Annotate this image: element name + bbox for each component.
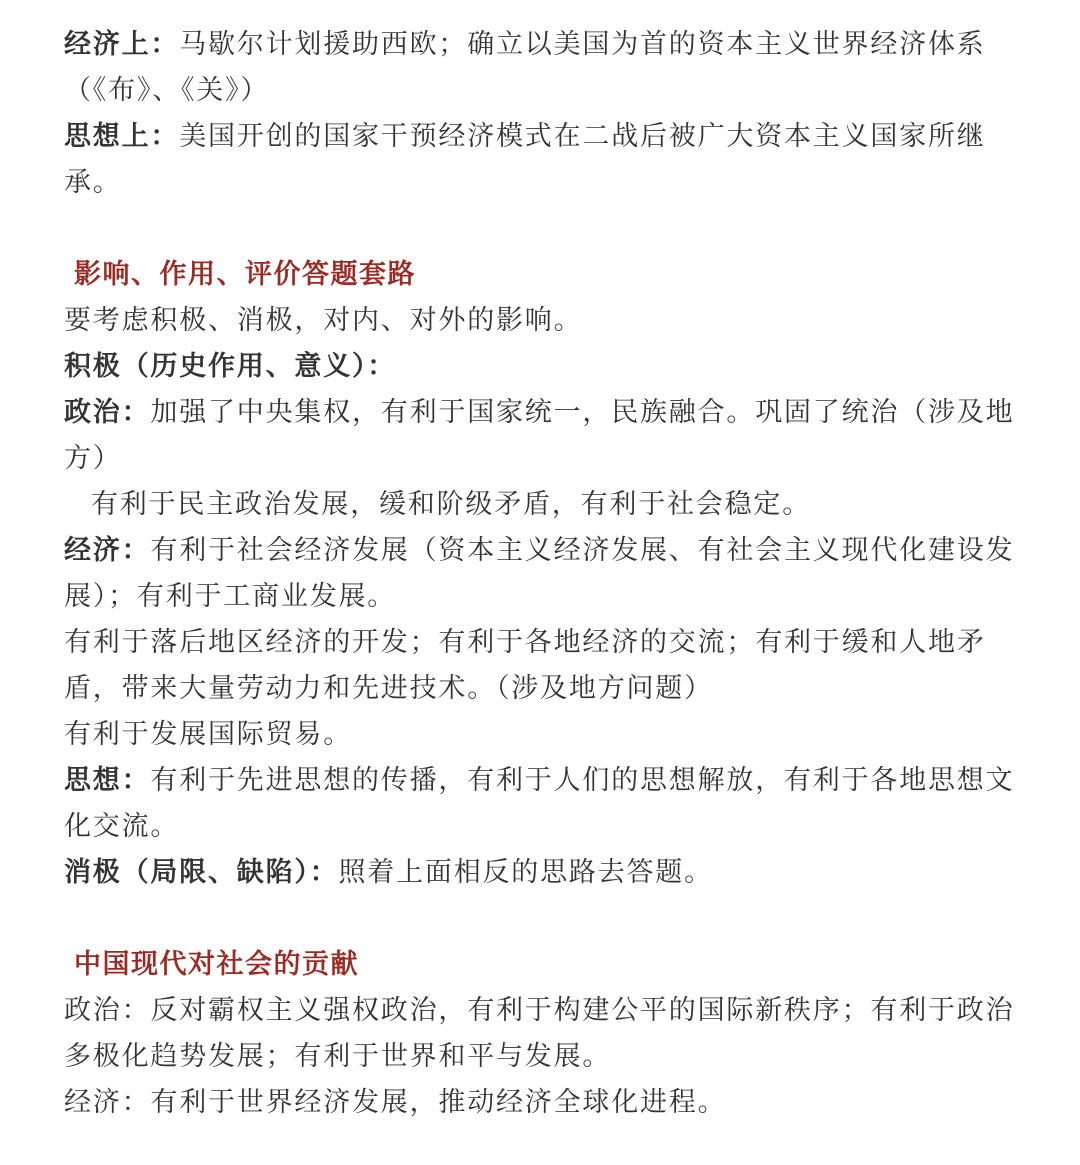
- impact-thought-paragraph: [64, 758, 1024, 850]
- thought-paragraph: [64, 114, 1024, 206]
- economy-text: 有利于社会经济发展（资本主义经济发展、有社会主义现代化建设发展）；有利于工商业发展。: [64, 535, 1015, 612]
- politics-label: 政治：: [64, 397, 151, 428]
- economy-paragraph: [64, 528, 1024, 620]
- politics-paragraph-2: 有利于民主政治发展，缓和阶级矛盾，有利于社会稳定。: [91, 489, 811, 520]
- china-economy-label: 经济：: [64, 1087, 151, 1118]
- impact-thought-label: 思想：: [64, 765, 151, 796]
- china-economy-paragraph: [64, 1080, 1024, 1126]
- section-spacer: [64, 896, 1024, 942]
- politics-text: 加强了中央集权，有利于国家统一，民族融合。巩固了统治（涉及地方）: [64, 397, 1015, 474]
- negative-label: 消极（局限、缺陷）：: [64, 857, 339, 888]
- impact-heading: 影响、作用、评价答题套路: [74, 259, 416, 290]
- negative-text: 照着上面相反的思路去答题。: [338, 857, 713, 888]
- section-spacer: [64, 206, 1024, 252]
- thought-text: 美国开创的国家干预经济模式在二战后被广大资本主义国家所继承。: [64, 121, 986, 198]
- china-politics-label: 政治：: [64, 995, 151, 1026]
- econ-paragraph: [64, 22, 1024, 114]
- china-politics-paragraph: [64, 988, 1024, 1080]
- economy-paragraph-2: 有利于落后地区经济的开发；有利于各地经济的交流；有利于缓和人地矛盾，带来大量劳动力和先进技术。（涉及地方问题）: [64, 627, 986, 704]
- econ-text: 马歇尔计划援助西欧；确立以美国为首的资本主义世界经济体系（《布》、《关》）: [64, 29, 986, 106]
- document-body: [64, 22, 1024, 1126]
- positive-label: 积极（历史作用、意义）：: [64, 351, 397, 382]
- politics-paragraph: [64, 390, 1024, 482]
- thought-label: 思想上：: [64, 121, 180, 152]
- impact-thought-text: 有利于先进思想的传播，有利于人们的思想解放，有利于各地思想文化交流。: [64, 765, 1015, 842]
- china-heading: 中国现代对社会的贡献: [74, 949, 359, 980]
- impact-intro: 要考虑积极、消极，对内、对外的影响。: [64, 305, 583, 336]
- economy-label: 经济：: [64, 535, 151, 566]
- negative-paragraph: [64, 850, 1024, 896]
- economy-paragraph-3: 有利于发展国际贸易。: [64, 719, 352, 750]
- china-politics-text: 反对霸权主义强权政治，有利于构建公平的国际新秩序；有利于政治多极化趋势发展；有利于世界和平与发展。: [64, 995, 1015, 1072]
- china-economy-text: 有利于世界经济发展，推动经济全球化进程。: [150, 1087, 727, 1118]
- econ-label: 经济上：: [64, 29, 180, 60]
